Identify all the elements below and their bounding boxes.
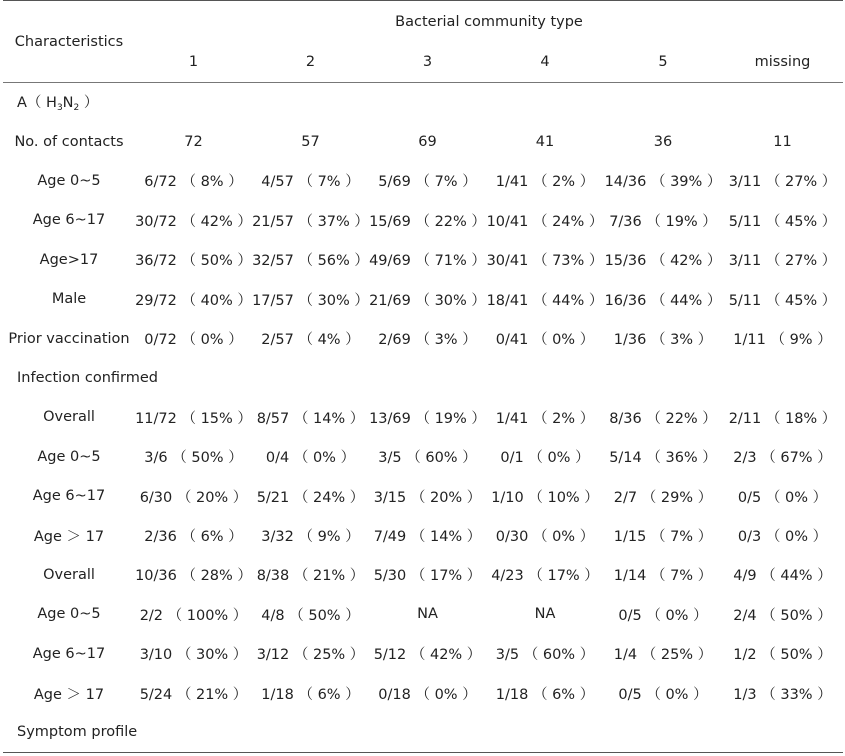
- table-cell: 0/5 （ 0% ）: [618, 607, 708, 624]
- table-row: [3, 398, 843, 437]
- table-cell: 5/11 （ 45% ）: [728, 292, 837, 309]
- table-cell: 1/14 （ 7% ）: [613, 568, 713, 585]
- table-cell: 4/9 （ 44% ）: [733, 568, 832, 585]
- table-cell: 0/72 （ 0% ）: [144, 332, 243, 349]
- table-cell: 11: [773, 133, 792, 150]
- table-cell: 13/69 （ 19% ）: [369, 410, 486, 427]
- table-cell: 1/10 （ 10% ）: [491, 489, 599, 506]
- data-table: [3, 0, 843, 753]
- row-label: Age 6~17: [32, 212, 106, 229]
- table-row: [3, 240, 843, 279]
- table-row: [3, 279, 843, 318]
- table-cell: 0/3 （ 0% ）: [737, 528, 828, 545]
- table-cell: 3/15 （ 20% ）: [373, 489, 482, 506]
- table-cell: 7/49 （ 14% ）: [373, 528, 482, 545]
- table-cell: 3/11 （ 27% ）: [728, 253, 837, 270]
- row-label: Age 6~17: [32, 645, 106, 662]
- table-row: [3, 201, 843, 240]
- table-cell: 4/23 （ 17% ）: [491, 568, 599, 585]
- table-cell: 5/21 （ 24% ）: [256, 489, 365, 506]
- table-cell: 3/11 （ 27% ）: [728, 174, 837, 191]
- header-col-2: 2: [305, 54, 316, 71]
- table-cell: 5/12 （ 42% ）: [373, 647, 482, 664]
- table-cell: 30/72 （ 42% ）: [135, 213, 252, 230]
- row-label: Male: [51, 291, 87, 308]
- row-label: Age ＞ 17: [33, 528, 105, 545]
- table-cell: 3/6 （ 50% ）: [144, 450, 243, 467]
- header-col-1: 1: [188, 54, 199, 71]
- table-cell: 16/36 （ 44% ）: [604, 292, 722, 309]
- table-row: [3, 476, 843, 515]
- table-cell: 29/72 （ 40% ）: [135, 292, 252, 309]
- row-label: Overall: [43, 566, 95, 583]
- table-cell: 1/41 （ 2% ）: [495, 174, 595, 191]
- table-cell: 11/72 （ 15% ）: [135, 410, 252, 427]
- section-a-label: A（ $H_3N_2$ ）: [17, 95, 99, 114]
- section-row-symptom-label: Symptom profile: [17, 724, 138, 741]
- header-col-3: 3: [422, 54, 433, 71]
- table-cell: 4/57 （ 7% ）: [261, 174, 360, 191]
- table-cell: 5/11 （ 45% ）: [728, 213, 837, 230]
- table-cell: 1/18 （ 6% ）: [495, 686, 595, 703]
- row-label: Overall: [43, 409, 95, 426]
- table-cell: 1/3 （ 33% ）: [733, 686, 832, 703]
- table-row: [3, 161, 843, 200]
- table-cell: 3/10 （ 30% ）: [139, 647, 248, 664]
- table-cell: 3/32 （ 9% ）: [261, 528, 360, 545]
- table-cell: 10/41 （ 24% ）: [486, 213, 604, 230]
- row-label: Age>17: [39, 251, 99, 268]
- table-cell: 41: [535, 133, 555, 150]
- table-cell: 14/36 （ 39% ）: [604, 174, 722, 191]
- table-cell: 36: [653, 133, 673, 150]
- header-col-missing: missing: [754, 54, 811, 71]
- table-row: [3, 437, 843, 476]
- table-row: [3, 634, 843, 673]
- row-label: Age 0~5: [37, 172, 101, 189]
- header-group-label: Bacterial community type: [395, 13, 583, 30]
- table-cell: 2/36 （ 6% ）: [144, 528, 243, 545]
- table-cell: 15/69 （ 22% ）: [369, 213, 486, 230]
- row-label: Age 0~5: [37, 448, 101, 465]
- row-label: Age ＞ 17: [33, 686, 105, 703]
- header-characteristics: Characteristics: [3, 1, 135, 83]
- table-row: [3, 122, 843, 161]
- table-cell: 30/41 （ 73% ）: [486, 253, 604, 270]
- table-cell: 49/69 （ 71% ）: [369, 253, 486, 270]
- row-label: Age 0~5: [37, 606, 101, 623]
- table-cell: 4/8 （ 50% ）: [261, 607, 360, 624]
- table-cell: 1/41 （ 2% ）: [495, 410, 595, 427]
- row-label: Prior vaccination: [8, 330, 130, 347]
- table-cell: 2/3 （ 67% ）: [733, 450, 832, 467]
- table-cell: 1/11 （ 9% ）: [733, 332, 832, 349]
- table-cell: 0/30 （ 0% ）: [495, 528, 595, 545]
- table-cell: 17/57 （ 30% ）: [252, 292, 369, 309]
- row-label: No. of contacts: [14, 133, 124, 150]
- table-cell: 15/36 （ 42% ）: [604, 253, 722, 270]
- table-cell: 2/7 （ 29% ）: [613, 489, 713, 506]
- table-cell: 7/36 （ 19% ）: [609, 213, 717, 230]
- table-cell: 0/1 （ 0% ）: [500, 450, 590, 467]
- row-label: Age 6~17: [32, 488, 106, 505]
- table-cell: 2/69 （ 3% ）: [378, 332, 477, 349]
- table-cell: 3/5 （ 60% ）: [495, 647, 595, 664]
- table-cell: 21/57 （ 37% ）: [252, 213, 369, 230]
- table-cell: 6/72 （ 8% ）: [144, 174, 243, 191]
- table-cell: 0/41 （ 0% ）: [495, 332, 595, 349]
- table-cell: NA: [417, 606, 438, 623]
- section-row-symptom: [3, 713, 843, 752]
- table-cell: 5/14 （ 36% ）: [609, 450, 717, 467]
- table-cell: 2/11 （ 18% ）: [728, 410, 837, 427]
- table-cell: 0/4 （ 0% ）: [265, 450, 356, 467]
- table-cell: 21/69 （ 30% ）: [369, 292, 486, 309]
- table-cell: 1/15 （ 7% ）: [613, 528, 713, 545]
- table-cell: 1/36 （ 3% ）: [613, 332, 713, 349]
- table-body: [3, 83, 843, 753]
- table-cell: 2/4 （ 50% ）: [733, 607, 832, 624]
- table-cell: 1/4 （ 25% ）: [613, 647, 713, 664]
- table-cell: 0/5 （ 0% ）: [618, 686, 708, 703]
- header-col-4: 4: [540, 54, 550, 71]
- table-row: [3, 516, 843, 555]
- table-cell: 10/36 （ 28% ）: [135, 568, 252, 585]
- table-cell: 8/36 （ 22% ）: [609, 410, 717, 427]
- table-header: [3, 1, 843, 83]
- table-cell: 2/57 （ 4% ）: [261, 332, 360, 349]
- table-cell: 5/30 （ 17% ）: [373, 568, 482, 585]
- table-cell: 3/5 （ 60% ）: [378, 450, 477, 467]
- table-cell: 0/5 （ 0% ）: [737, 489, 828, 506]
- header-col-5: 5: [658, 54, 668, 71]
- table-cell: 36/72 （ 50% ）: [135, 253, 252, 270]
- table-cell: 32/57 （ 56% ）: [252, 253, 369, 270]
- table-cell: 3/12 （ 25% ）: [256, 647, 365, 664]
- table-row: [3, 595, 843, 634]
- table-cell: 5/69 （ 7% ）: [378, 174, 477, 191]
- section-row-infection: [3, 358, 843, 397]
- table-cell: NA: [534, 606, 556, 623]
- table-row: [3, 319, 843, 358]
- section-row-a: [3, 83, 843, 122]
- table-cell: 69: [418, 133, 437, 150]
- table-cell: 72: [184, 133, 203, 150]
- table-cell: 0/18 （ 0% ）: [378, 686, 477, 703]
- table-cell: 1/2 （ 50% ）: [733, 647, 832, 664]
- section-row-infection-label: Infection confirmed: [17, 369, 158, 386]
- table-row: [3, 673, 843, 712]
- table-cell: 18/41 （ 44% ）: [486, 292, 604, 309]
- table-cell: 1/18 （ 6% ）: [261, 686, 360, 703]
- table-cell: 8/38 （ 21% ）: [256, 568, 365, 585]
- table-cell: 6/30 （ 20% ）: [139, 489, 248, 506]
- table-cell: 2/2 （ 100% ）: [139, 607, 248, 624]
- table-cell: 8/57 （ 14% ）: [256, 410, 365, 427]
- table-cell: 57: [301, 133, 320, 150]
- table-cell: 5/24 （ 21% ）: [139, 686, 248, 703]
- table-row: [3, 555, 843, 594]
